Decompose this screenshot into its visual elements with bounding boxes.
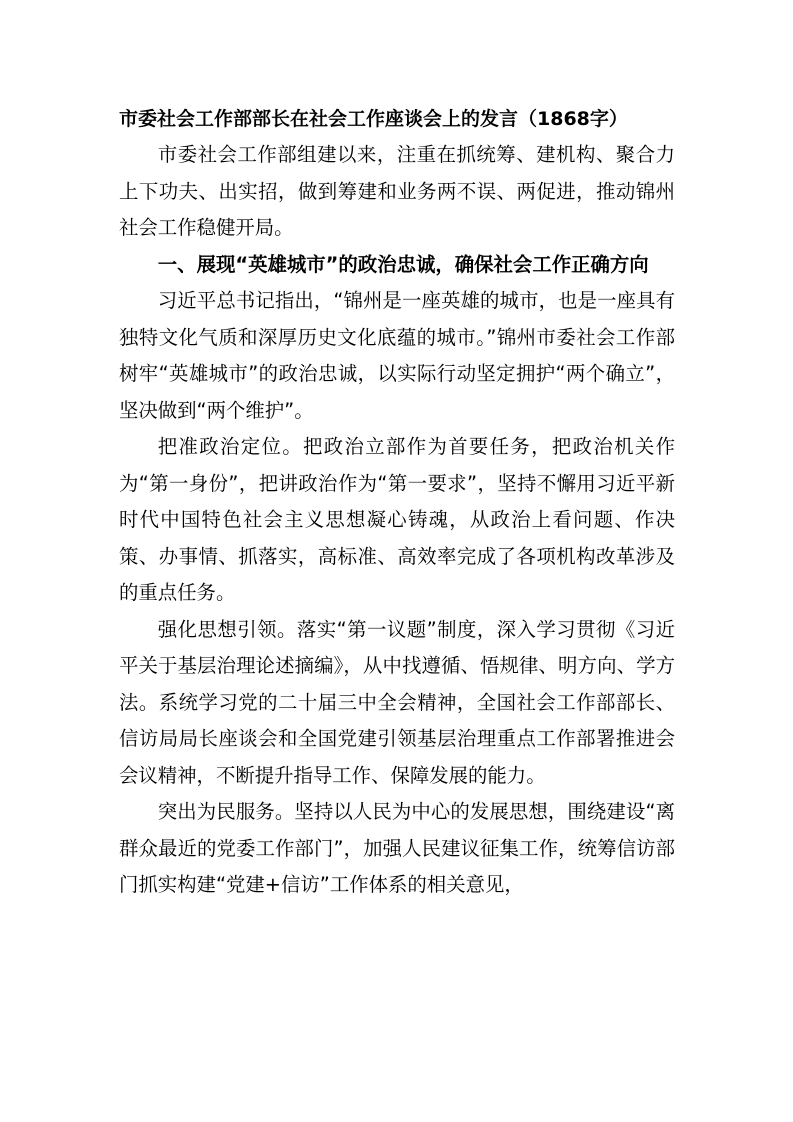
section-heading: 一、展现“英雄城市”的政治忠诚，确保社会工作正确方向 [157, 252, 649, 276]
document-page [119, 101, 675, 904]
body-paragraph: 突出为民服务。坚持以人民为中心的发展思想，围绕建设“离群众最近的党委工作部门”，加强人民建议征集工作，统筹信访部门抓实构建“党建+信访”工作体系的相关意见， [119, 800, 675, 896]
body-paragraph: 习近平总书记指出，“锦州是一座英雄的城市，也是一座具有独特文化气质和深厚历史文化底蕴的城市。”锦州市委社会工作部树牢“英雄城市”的政治忠诚，以实际行动坚定拥护“两个确立”，坚决做到“两个维护”。 [119, 289, 675, 422]
body-paragraph: 把准政治定位。把政治立部作为首要任务，把政治机关作为“第一身份”，把讲政治作为“第一要求”，坚持不懈用习近平新时代中国特色社会主义思想凝心铸魂，从政治上看问题、作决策、办事情、抓落实，高标准、高效率完成了各项机构改革涉及的重点任务。 [119, 435, 675, 604]
document-title: 市委社会工作部部长在社会工作座谈会上的发言（1868字） [119, 108, 628, 130]
body-paragraph: 强化思想引领。落实“第一议题”制度，深入学习贯彻《习近平关于基层治理论述摘编》，从中找遵循、悟规律、明方向、学方法。系统学习党的二十届三中全会精神，全国社会工作部部长、信访局局长座谈会和全国党建引领基层治理重点工作部署推进会会议精神，不断提升指导工作、保障发展的能力。 [119, 617, 675, 787]
intro-paragraph: 市委社会工作部组建以来，注重在抓统筹、建机构、聚合力上下功夫、出实招，做到筹建和业务两不误、两促进，推动锦州社会工作稳健开局。 [119, 143, 675, 239]
